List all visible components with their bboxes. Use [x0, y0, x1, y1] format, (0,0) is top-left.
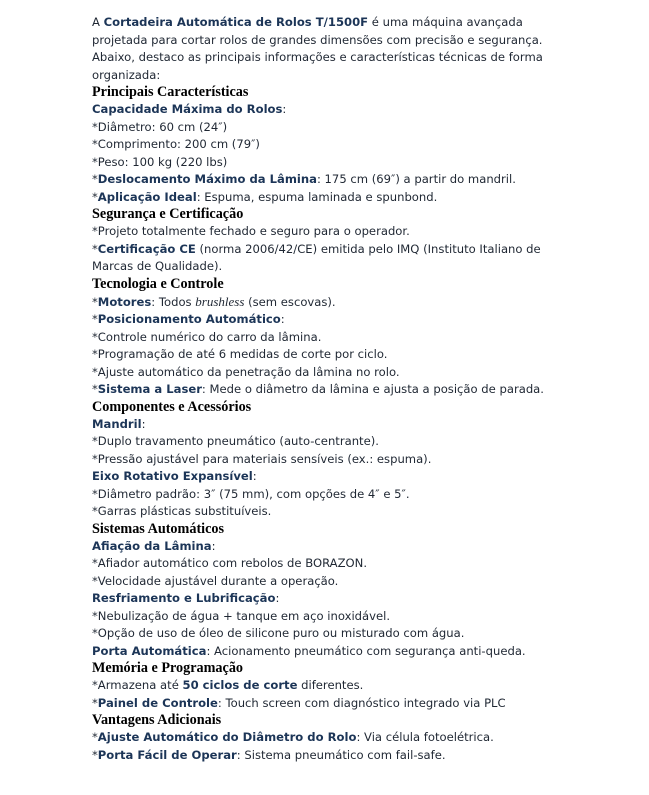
- item-motores: *Motores: Todos brushless (sem escovas).: [92, 293, 336, 309]
- item-programacao: *Programação de até 6 medidas de corte por ciclo.: [92, 347, 388, 361]
- subheading-afiacao: Afiação da Lâmina:: [92, 538, 216, 553]
- heading-principais: Principais Características: [92, 84, 249, 100]
- item-nebulizacao: *Nebulização de água + tanque em aço inoxidável.: [92, 608, 391, 623]
- item-velocidade: *Velocidade ajustável durante a operação.: [92, 573, 339, 588]
- heading-seguranca: Segurança e Certificação: [92, 206, 244, 222]
- subheading-capacidade: Capacidade Máxima do Rolos:: [92, 102, 287, 116]
- item-ajuste: *Ajuste automático da penetração da lâmina no rolo.: [92, 364, 400, 379]
- item-porta-automatica: Porta Automática: Acionamento pneumático com segurança anti-queda.: [92, 643, 526, 658]
- subheading-resfriamento: Resfriamento e Lubrificação:: [92, 591, 280, 605]
- item-ajuste-diametro: *Ajuste Automático do Diâmetro do Rolo: Via célula fotoelétrica.: [92, 730, 494, 744]
- heading-componentes: Componentes e Acessórios: [92, 398, 252, 415]
- item-diametro-padrao: *Diâmetro padrão: 3″ (75 mm), com opções de 4″ e 5″.: [92, 486, 410, 501]
- item-certificacao: *Certificação CE (norma 2006/42/CE) emitida pelo IMQ (Instituto Italiano de Marcas de Qualidade).: [92, 241, 541, 273]
- item-porta-facil: *Porta Fácil de Operar: Sistema pneumático com fail-safe.: [92, 747, 446, 762]
- heading-memoria: Memória e Programação: [92, 660, 244, 676]
- document-body: [92, 14, 552, 764]
- item-aplicacao: *Aplicação Ideal: Espuma, espuma laminada e spunbond.: [92, 189, 438, 204]
- product-name: Cortadeira Automática de Rolos T/1500F: [103, 15, 369, 29]
- item-peso: *Peso: 100 kg (220 lbs): [92, 154, 228, 169]
- item-deslocamento: *Deslocamento Máximo da Lâmina: 175 cm (69″) a partir do mandril.: [92, 172, 516, 186]
- item-controle: *Controle numérico do carro da lâmina.: [92, 329, 322, 344]
- item-duplo: *Duplo travamento pneumático (auto-centrante).: [92, 434, 379, 448]
- item-laser: *Sistema a Laser: Mede o diâmetro da lâmina e ajusta a posição de parada.: [92, 382, 544, 396]
- subheading-mandril: Mandril:: [92, 416, 146, 431]
- item-pressao: *Pressão ajustável para materiais sensíveis (ex.: espuma).: [92, 451, 432, 466]
- item-diametro: *Diâmetro: 60 cm (24″): [92, 119, 228, 134]
- intro-prefix: A: [92, 15, 104, 29]
- item-painel: *Painel de Controle: Touch screen com diagnóstico integrado via PLC: [92, 695, 506, 710]
- intro-text: é uma máquina avançada projetada para cortar rolos de grandes dimensões com precisão e segurança. Abaixo, destaco as principais informações e características técnicas de forma organizada:: [92, 15, 543, 82]
- subheading-eixo: Eixo Rotativo Expansível:: [92, 469, 257, 483]
- item-projeto: *Projeto totalmente fechado e seguro para o operador.: [92, 224, 410, 238]
- item-armazena: *Armazena até 50 ciclos de corte diferentes.: [92, 678, 364, 692]
- heading-vantagens: Vantagens Adicionais: [92, 712, 222, 728]
- item-posicionamento: *Posicionamento Automático:: [92, 312, 285, 326]
- item-opcao: *Opção de uso de óleo de silicone puro ou misturado com água.: [92, 626, 465, 640]
- heading-sistemas: Sistemas Automáticos: [92, 520, 225, 537]
- item-afiador: *Afiador automático com rebolos de BORAZON.: [92, 556, 368, 570]
- item-garras: *Garras plásticas substituíveis.: [92, 504, 272, 518]
- heading-tecnologia: Tecnologia e Controle: [92, 275, 224, 292]
- intro-paragraph: [92, 14, 552, 84]
- item-comprimento: *Comprimento: 200 cm (79″): [92, 137, 260, 151]
